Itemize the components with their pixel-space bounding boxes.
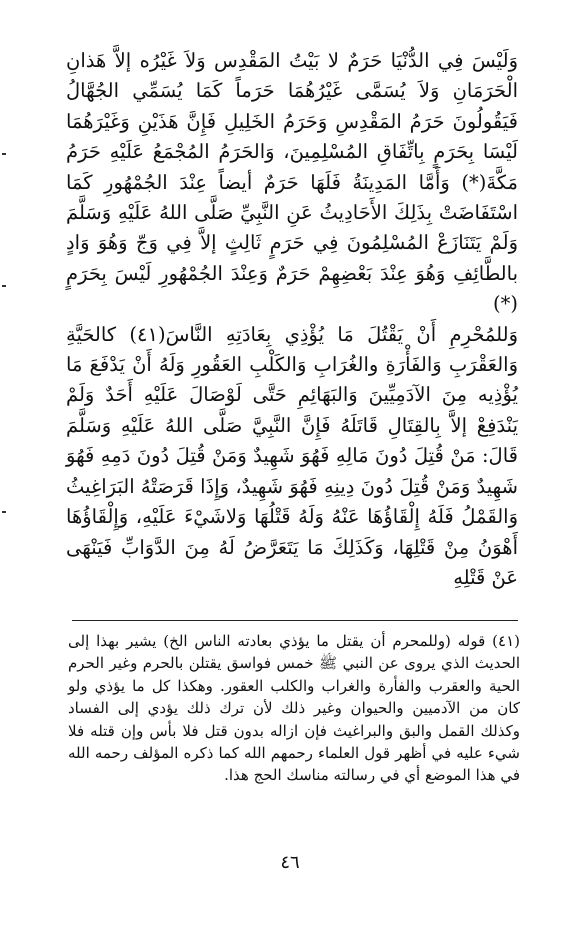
main-text <box>66 46 518 593</box>
page-number: ٤٦ <box>280 852 300 873</box>
scan-edge-mark <box>2 153 6 155</box>
paragraph-haram: وَلَيْسَ فِي الدُّنْيَا حَرَمٌ لا بَيْتُ المَقْدِس وَلاَ غَيْرُه إلاَّ هَذانِ الْحَرَمَانِ وَلاَ يُسَمَّى غَيْرُهُمَا حَرَماً كَمَا يُسَمِّي الجُهَّالُ فَيَقُولُونَ حَرَمُ المَقْدِسِ وَحَرَمُ الخَلِيلِ فَإِنَّ هَذَيْنِ وَغَيْرَهُمَا لَيْسَا بِحَرَمٍ بِاتِّفَاقِ المُسْلِمِينَ، وَالحَرَمُ المُجْمَعُ عَلَيْهِ حَرَمُ مَكَّةَ(*) وَأَمَّا المَدِينَةُ فَلَهَا حَرَمٌ أيضاً عِنْدَ الجُمْهُورِ كَمَا اسْتَفَاضَتْ بِذَلِكَ الأَحَادِيثُ عَنِ النَّبِيِّ صَلَّى اللهُ عَلَيْهِ وَسَلَّمَ وَلَمْ يَتَنَازَعْ المُسْلِمُونَ فِي حَرَمٍ ثَالِثٍ إلاَّ فِي وَجّ وَهُوَ وَادٍ بالطَّائِفِ وَهُوَ عِنْدَ بَعْضِهِمْ حَرَمٌ وَعِنْدَ الجُمْهُورِ لَيْسَ بِحَرَمٍ (*) <box>66 49 518 316</box>
scan-edge-mark <box>2 511 6 513</box>
footnote-41: (٤١) قوله (وللمحرم أن يقتل ما يؤذي بعادته الناس الخ) يشير بهذا إلى الحديث الذي يروى عن النبي ﷺ خمس فواسق يقتلن بالحرم وغير الحرم الحية والعقرب والفأرة والغراب والكلب العقور. وهكذا كل ما يؤذي ولو كان من الآدميين والحيوان وغير ذلك لأن ترك ذلك يؤدي إلى الفساد وكذلك القمل والبق والبراغيث فإن ازاله بدون قتل فلا بأس وإن قتله فلا شيء عليه في أظهر قول العلماء رحمهم الله كما ذكره المؤلف رحمه الله في هذا الموضع أي في رسالته مناسك الحج هذا. <box>68 632 520 785</box>
scan-edge-mark <box>2 285 6 287</box>
paragraph-muhrim: وَللمُحْرِمِ أَنْ يَقْتُلَ مَا يُؤْذِي بِعَادَتِهِ النَّاسَ(٤١) كالحَيَّةِ وَالعَقْرَبِ وَالفَأْرَةِ والغُرَابِ وَالكَلْبِ العَقُورِ وَلَهُ أَنْ يَدْفَعَ مَا يُؤْذِيه مِنَ الآدَمِيِّينَ وَالبَهَائِمِ حَتَّى لَوْصَالَ عَلَيْهِ أَحَدٌ وَلَمْ يَنْدَفِعْ إلاَّ بِالقِتَالِ قَاتَلَهُ فَإِنَّ النَّبِيَّ صَلَّى اللهُ عَلَيْهِ وَسَلَّمَ قَالَ: مَنْ قُتِلَ دُونَ مَالِهِ فَهُوَ شَهِيدٌ وَمَنْ قُتِلَ دُونَ دَمِهِ فَهُوَ شَهِيدٌ وَمَنْ قُتِلَ دُونَ دِينِهِ فَهُوَ شَهِيدٌ، وَإِذَا قَرَصَتْهُ البَرَاغِيثُ وَالقَمْلُ فَلَهُ إِلْقَاؤُهَا عَنْهُ وَلَهُ قَتْلُهَا وَلاشَيْءَ عَلَيْهِ، وَإِلْقَاؤُهَا أَهْوَنُ مِنْ قَتْلِهَا، وَكَذَلِكَ مَا يَتَعَرَّضُ لَهُ مِنَ الدَّوَابِّ فَيَنْهَى عَنْ قَتْلِهِ <box>66 322 519 589</box>
footnote-divider <box>72 620 518 621</box>
